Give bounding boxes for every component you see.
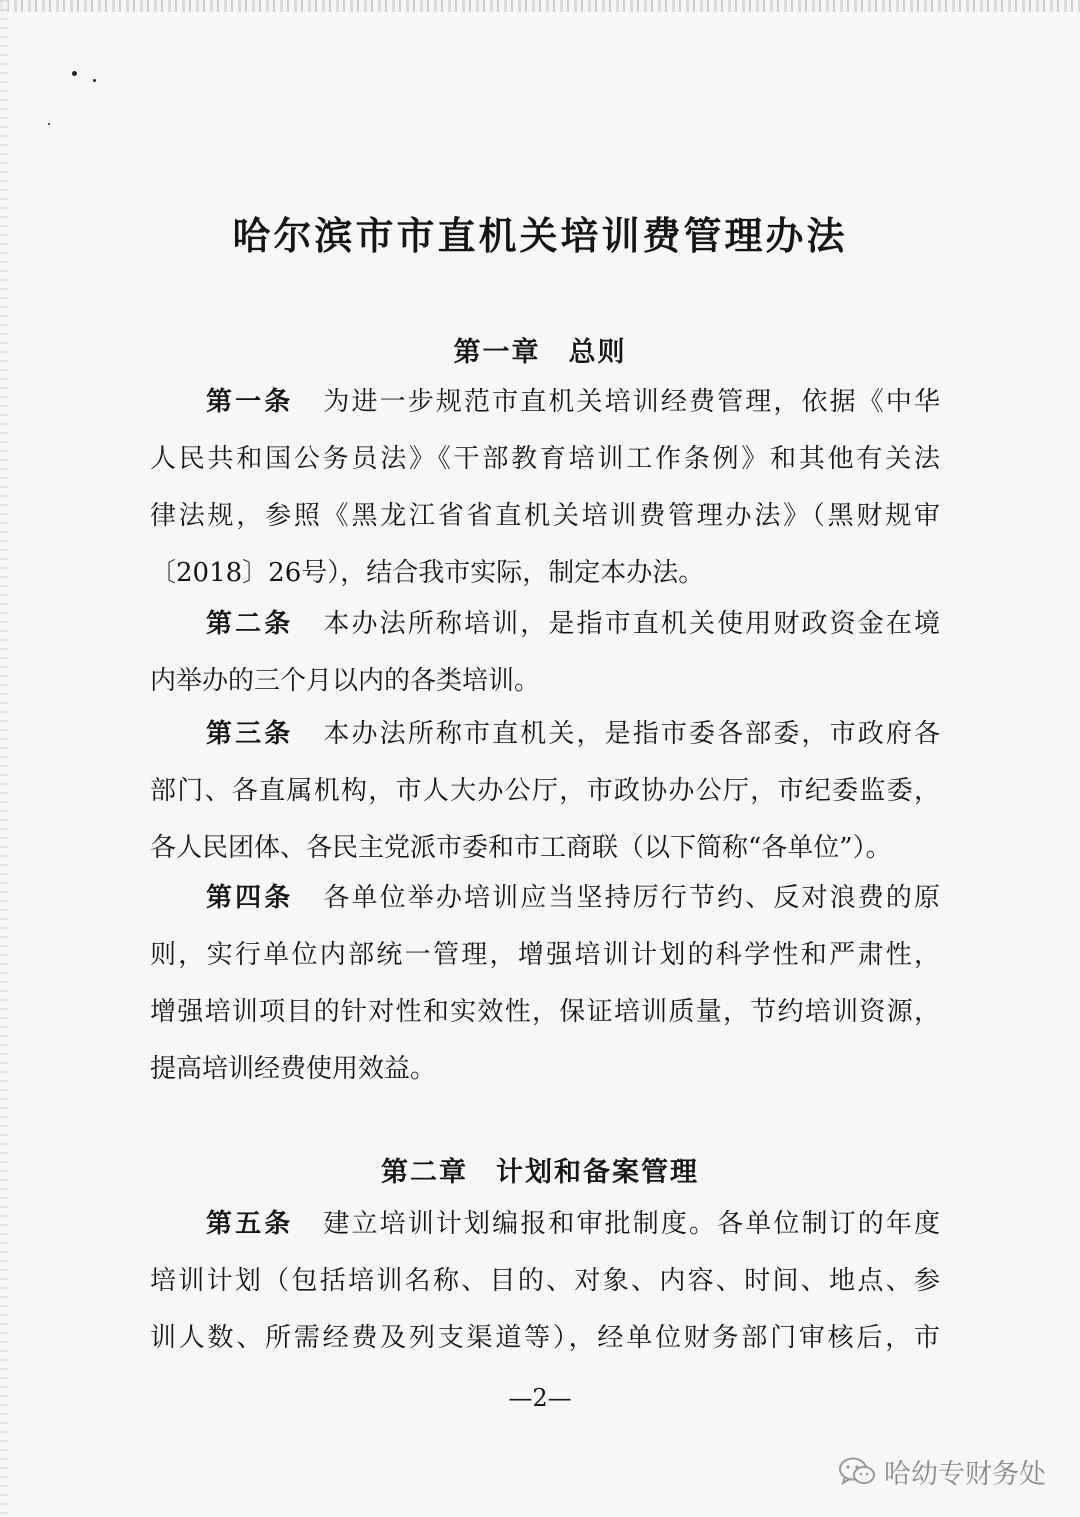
chapter-2-name: 计划和备案管理 (496, 1157, 699, 1188)
article-4-line-2: 则，实行单位内部统一管理，增强培训计划的科学性和严肃性， (150, 940, 940, 970)
article-3-label: 第三条 (206, 719, 294, 749)
article-2 (150, 596, 940, 710)
article-1-line-2: 人民共和国公务员法》《干部教育培训工作条例》和其他有关法 (150, 444, 940, 474)
article-4 (150, 870, 940, 1098)
article-4-line-1: 各单位举办培训应当坚持厉行节约、反对浪费的原 (323, 883, 940, 913)
article-5-line-2: 培训计划（包括培训名称、目的、对象、内容、时间、地点、参 (150, 1266, 940, 1296)
article-2-label: 第二条 (206, 609, 294, 639)
article-1-line-4: 〔2018〕26号），结合我市实际，制定本办法。 (150, 558, 705, 588)
article-5-label: 第五条 (206, 1209, 294, 1239)
page-number: —2— (508, 1384, 572, 1412)
watermark-text: 哈幼专财务处 (884, 1459, 1046, 1490)
document-title: 哈尔滨市市直机关培训费管理办法 (232, 213, 848, 258)
chapter-1-heading (0, 330, 1080, 369)
article-3-line-2: 部门、各直属机构，市人大办公厅，市政协办公厅，市纪委监委， (150, 776, 940, 806)
article-5-line-1: 建立培训计划编报和审批制度。各单位制订的年度 (323, 1209, 940, 1239)
chapter-2-heading (0, 1150, 1080, 1189)
wechat-icon (838, 1456, 876, 1488)
watermark (838, 1452, 1046, 1491)
article-1-line-1: 为进一步规范市直机关培训经费管理，依据《中华 (323, 387, 940, 417)
article-2-line-1: 本办法所称培训，是指市直机关使用财政资金在境 (323, 609, 940, 639)
article-4-line-4: 提高培训经费使用效益。 (150, 1054, 437, 1084)
chapter-2-label: 第二章 (381, 1157, 468, 1188)
article-1-label: 第一条 (206, 387, 294, 417)
article-5-line-3: 训人数、所需经费及列支渠道等），经单位财务部门审核后，市 (150, 1323, 940, 1353)
chapter-1-name: 总则 (568, 337, 627, 368)
article-3 (150, 706, 940, 877)
article-2-line-2: 内举办的三个月以内的各类培训。 (150, 666, 541, 696)
article-4-line-3: 增强培训项目的针对性和实效性，保证培训质量，节约培训资源， (150, 997, 940, 1027)
article-3-line-3: 各人民团体、各民主党派市委和市工商联（以下简称“各单位”）。 (150, 833, 892, 863)
article-1-line-3: 律法规，参照《黑龙江省省直机关培训费管理办法》（黑财规审 (150, 501, 940, 531)
scan-top-edge (0, 0, 1080, 12)
article-5 (150, 1196, 940, 1367)
article-4-label: 第四条 (206, 883, 294, 913)
article-1 (150, 374, 940, 602)
chapter-1-label: 第一章 (453, 337, 541, 368)
article-3-line-1: 本办法所称市直机关，是指市委各部委，市政府各 (323, 719, 940, 749)
